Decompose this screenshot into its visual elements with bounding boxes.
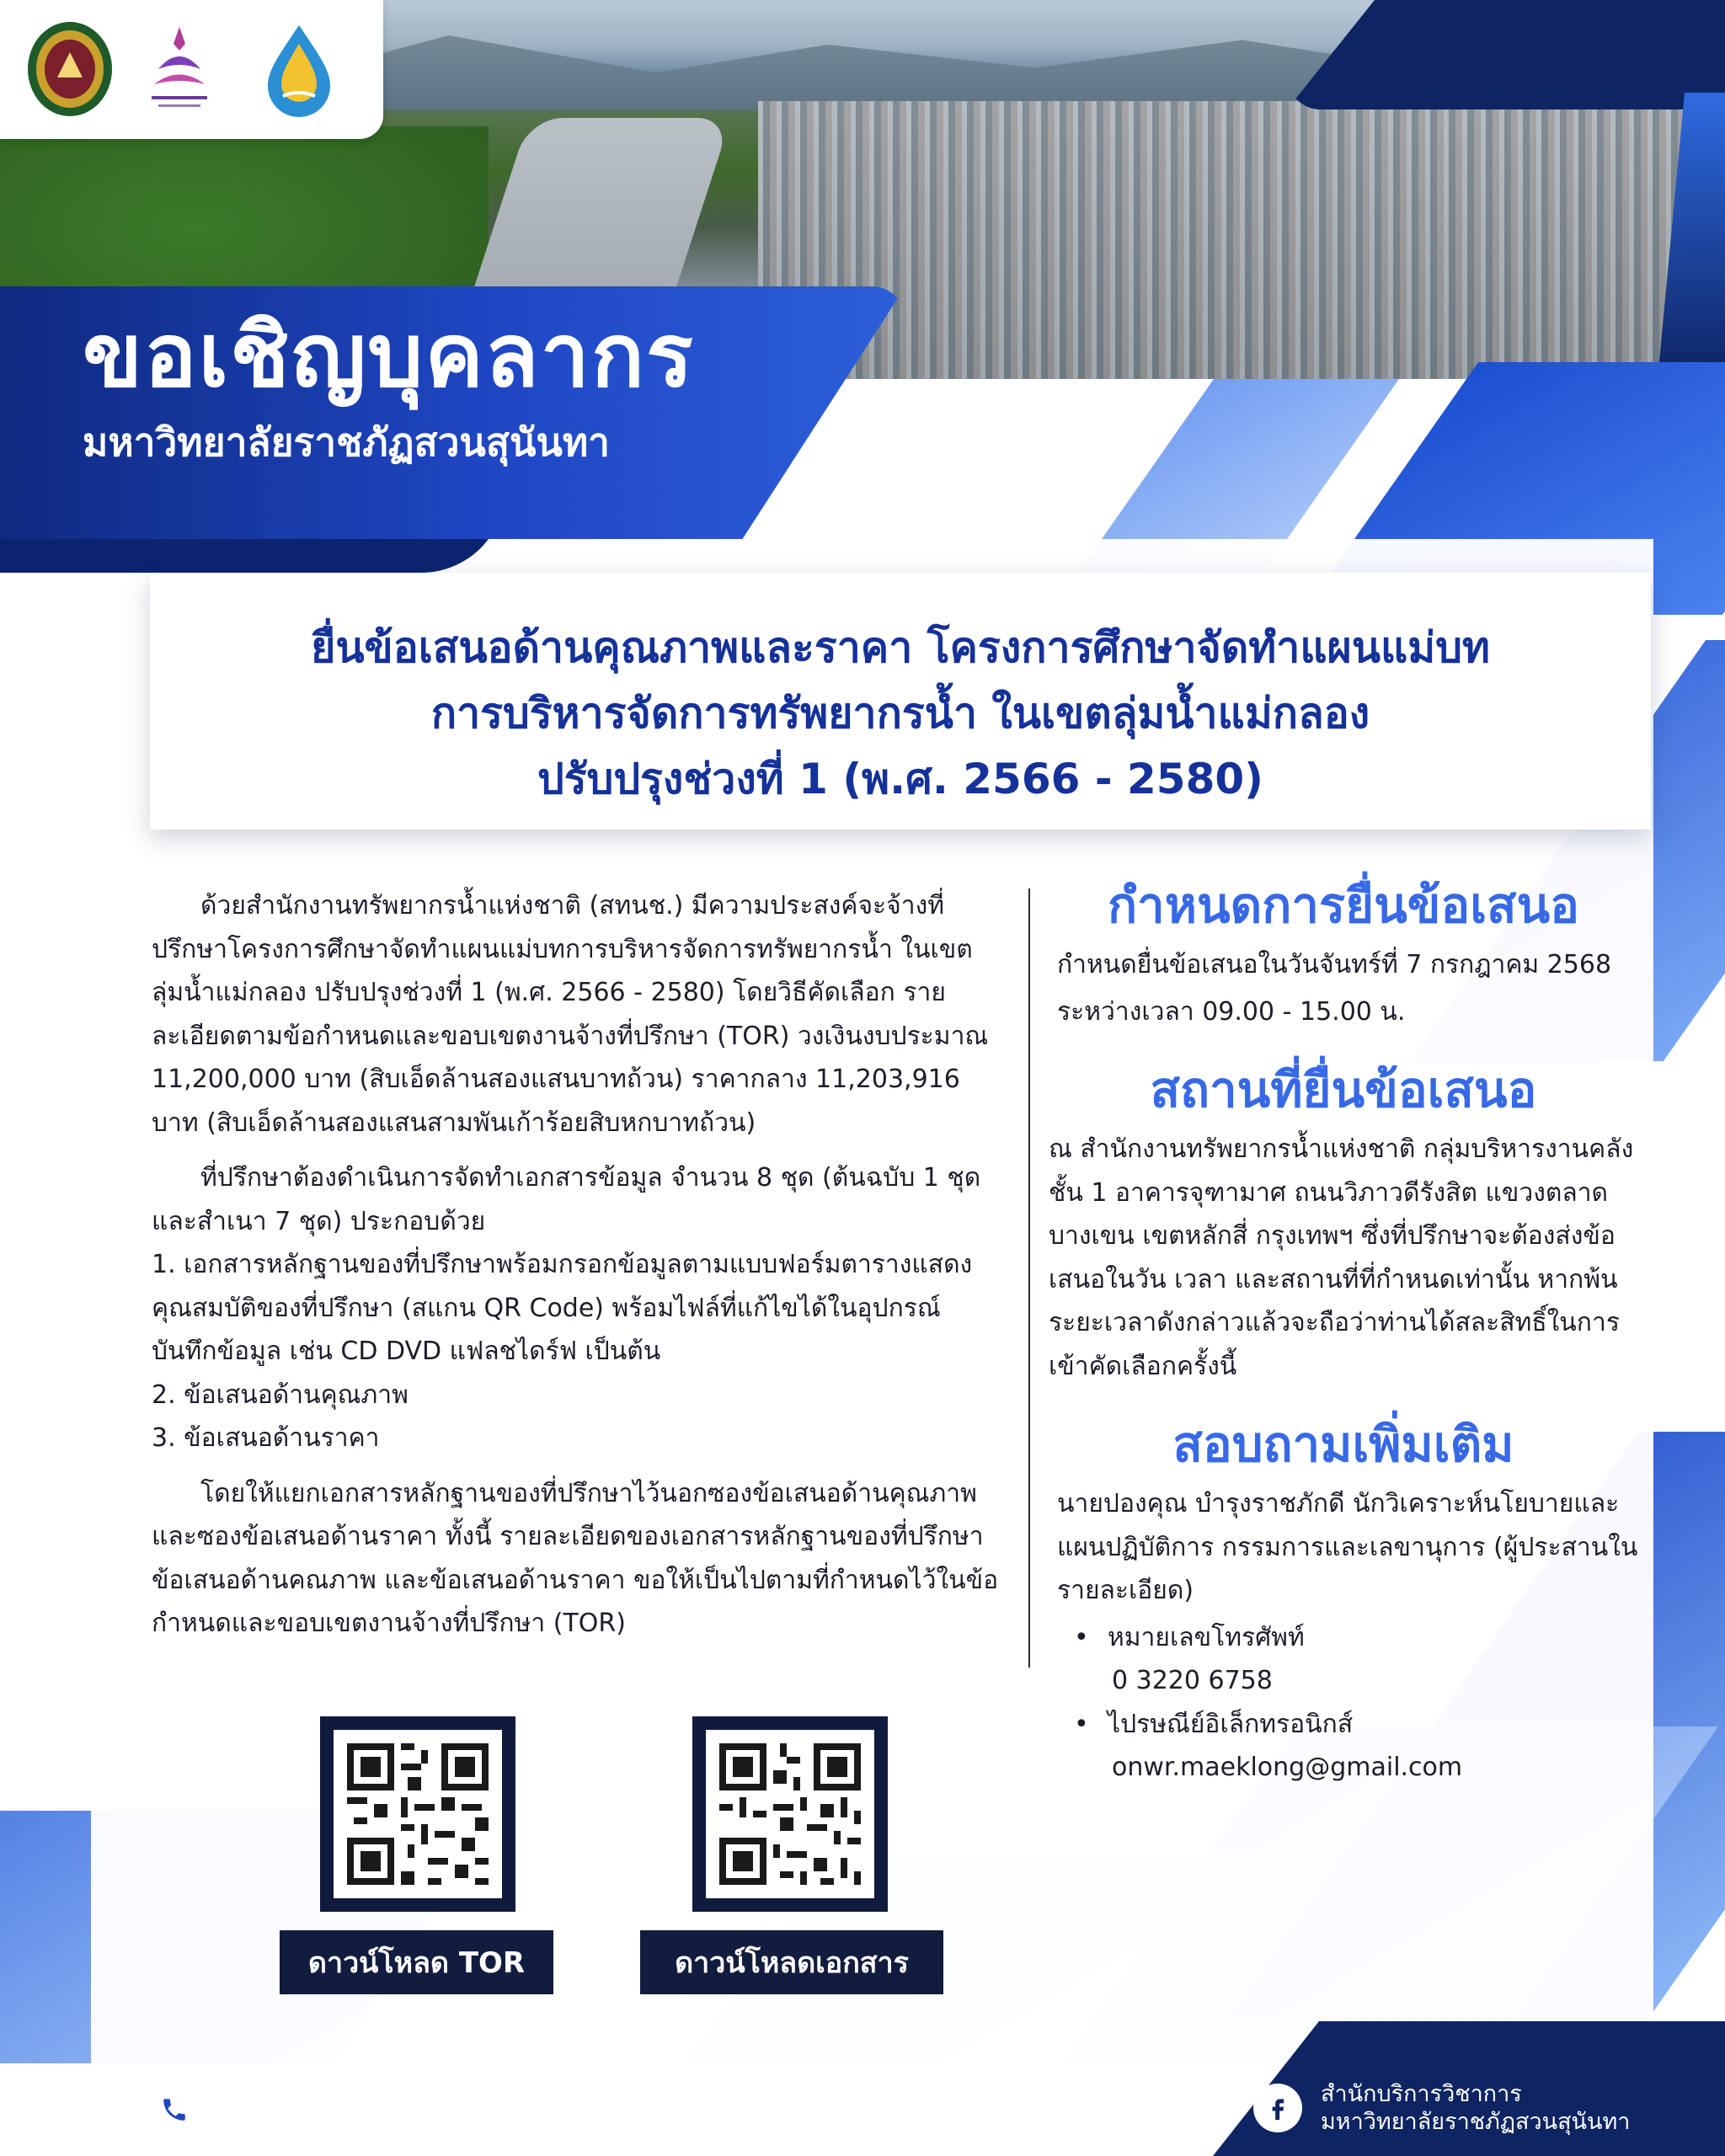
headline-line-2: การบริหารจัดการทรัพยากรน้ำ ในเขตลุ่มน้ำแม่กลอง bbox=[430, 689, 1370, 738]
contact-phone-label: หมายเลขโทรศัพท์ bbox=[1108, 1622, 1305, 1652]
globe-icon bbox=[644, 2084, 693, 2132]
tor-qr-code[interactable] bbox=[320, 1716, 515, 1912]
deadline-heading: กำหนดการยื่นข้อเสนอ bbox=[1108, 877, 1579, 934]
body-paragraph-2: ที่ปรึกษาต้องดำเนินการจัดทำเอกสารข้อมูล จำนวน 8 ชุด (ต้นฉบับ 1 ชุด และสำเนา 7 ชุด) ประกอบด้วย bbox=[152, 1163, 981, 1236]
footer-website-2: www.oas.ssru.ac.th bbox=[712, 2109, 932, 2135]
page-title: ขอเชิญบุคลากร bbox=[83, 304, 695, 407]
documents-qr-code[interactable] bbox=[692, 1716, 888, 1912]
contact-email-label: ไปรษณีย์อิเล็กทรอนิกส์ bbox=[1108, 1709, 1354, 1739]
location-text: ณ สำนักงานทรัพยากรน้ำแห่งชาติ กลุ่มบริหารงานคลัง ชั้น 1 อาคารจุฑามาศ ถนนวิภาวดีรังสิต แขวงตลาดบางเขน เขตหลักสี่ กรุงเทพฯ ซึ่งที่ปรึกษาจะต้องส่งข้อเสนอในวัน เวลา และสถานที่ที่กำหนดเท่านั้น หากพ้นระยะเวลาดังกล่าวแล้วจะถือว่าท่านได้สละสิทธิ์ในการเข้าคัดเลือกครั้งนี้ bbox=[1049, 1134, 1634, 1381]
info-column bbox=[1049, 867, 1638, 1790]
download-documents-button[interactable]: ดาวน์โหลดเอกสาร bbox=[640, 1930, 943, 1994]
contact-heading: สอบถามเพิ่มเติม bbox=[1172, 1416, 1514, 1473]
town bbox=[758, 101, 1725, 379]
qr-code-icon bbox=[334, 1730, 502, 1898]
contact-text: นายปองคุณ บำรุงราชภักดี นักวิเคราะห์นโยบายและแผนปฏิบัติการ กรรมการและเลขานุการ (ผู้ประสานในรายละเอียด) bbox=[1057, 1489, 1638, 1605]
footer-facebook-line-1: สำนักบริการวิชาการ bbox=[1321, 2081, 1522, 2107]
footer-website[interactable] bbox=[644, 2080, 986, 2136]
deadline-time: ระหว่างเวลา 09.00 - 15.00 น. bbox=[1057, 996, 1406, 1027]
download-tor-button[interactable]: ดาวน์โหลด TOR bbox=[280, 1930, 553, 1994]
contact-list bbox=[1049, 1616, 1638, 1790]
body-text bbox=[152, 884, 1002, 1657]
contact-email-item bbox=[1074, 1703, 1638, 1790]
body-list-item-3: 3. ข้อเสนอด้านราคา bbox=[152, 1423, 380, 1453]
footer-website-1: www.aobrom.ssru.ac.th, bbox=[712, 2081, 986, 2107]
facebook-icon bbox=[1253, 2084, 1302, 2132]
bullet-icon: • bbox=[1074, 1622, 1089, 1652]
body-paragraph-3: โดยให้แยกเอกสารหลักฐานของที่ปรึกษาไว้นอกซองข้อเสนอด้านคุณภาพและซองข้อเสนอด้านราคา ทั้งนี้ รายละเอียดของเอกสารหลักฐานของที่ปรึกษาข้อเสนอด้านคณภาพ และข้อเสนอด้านราคา ขอให้เป็นไปตามที่กำหนดไว้ในข้อกำหนดและขอบเขตงานจ้างที่ปรึกษา (TOR) bbox=[152, 1478, 999, 1638]
body-list-item-2: 2. ข้อเสนอด้านคุณภาพ bbox=[152, 1380, 409, 1410]
university-seal-logo bbox=[24, 19, 116, 120]
deadline-date: กำหนดยื่นข้อเสนอในวันจันทร์ที่ 7 กรกฎาคม 2568 bbox=[1057, 950, 1612, 979]
qr-code-icon bbox=[706, 1730, 874, 1898]
column-divider bbox=[1028, 889, 1030, 1668]
logo-box bbox=[0, 0, 383, 139]
contact-email[interactable]: onwr.maeklong@gmail.com bbox=[1112, 1753, 1463, 1782]
headline-line-1: ยื่นข้อเสนอด้านคุณภาพและราคา โครงการศึกษาจัดทำแผนแม่บท bbox=[311, 623, 1490, 672]
headline-line-3: ปรับปรุงช่วงที่ 1 (พ.ศ. 2566 - 2580) bbox=[537, 755, 1263, 803]
bullet-icon: • bbox=[1074, 1709, 1089, 1739]
contact-phone[interactable]: 0 3220 6758 bbox=[1112, 1666, 1273, 1695]
footer-facebook-line-2: มหาวิทยาลัยราชภัฏสวนสุนันทา bbox=[1321, 2109, 1631, 2135]
body-paragraph-1: ด้วยสำนักงานทรัพยากรน้ำแห่งชาติ (สทนช.) มีความประสงค์จะจ้างที่ปรึกษาโครงการศึกษาจัดทำแผนแม่บทการบริหารจัดการทรัพยากรน้ำ ในเขตลุ่มน้ำแม่กลอง ปรับปรุงช่วงที่ 1 (พ.ศ. 2566 - 2580) โดยวิธีคัดเลือก รายละเอียดตามข้อกำหนดและขอบเขตงานจ้างที่ปรึกษา (TOR) วงเงินงบประมาณ 11,200,000 บาท (สิบเอ็ดล้านสองแสนบาทถ้วน) ราคากลาง 11,203,916 บาท (สิบเอ็ดล้านสองแสนสามพันเก้าร้อยสิบหกบาทถ้วน) bbox=[152, 891, 989, 1138]
headline-box bbox=[150, 573, 1651, 830]
page-subtitle: มหาวิทยาลัยราชภัฏสวนสุนันทา bbox=[83, 419, 610, 465]
footer-phone[interactable] bbox=[150, 2085, 364, 2134]
contact-phone-item bbox=[1074, 1616, 1638, 1703]
body-list-item-1: 1. เอกสารหลักฐานของที่ปรึกษาพร้อมกรอกข้อมูลตามแบบฟอร์มตารางแสดงคุณสมบัติของที่ปรึกษา (สแกน QR Code) พร้อมไฟล์ที่แก้ไขได้ในอุปกรณ์บันทึกข้อมูล เช่น CD DVD แฟลชไดร์ฟ เป็นต้น bbox=[152, 1250, 973, 1366]
location-heading: สถานที่ยื่นข้อเสนอ bbox=[1150, 1061, 1537, 1118]
academic-services-logo bbox=[133, 19, 226, 120]
footer-facebook[interactable] bbox=[1253, 2080, 1630, 2136]
phone-icon bbox=[150, 2085, 199, 2134]
footer-phone-text: 0-2160-1358 bbox=[217, 2096, 365, 2123]
water-resources-logo bbox=[253, 19, 345, 120]
